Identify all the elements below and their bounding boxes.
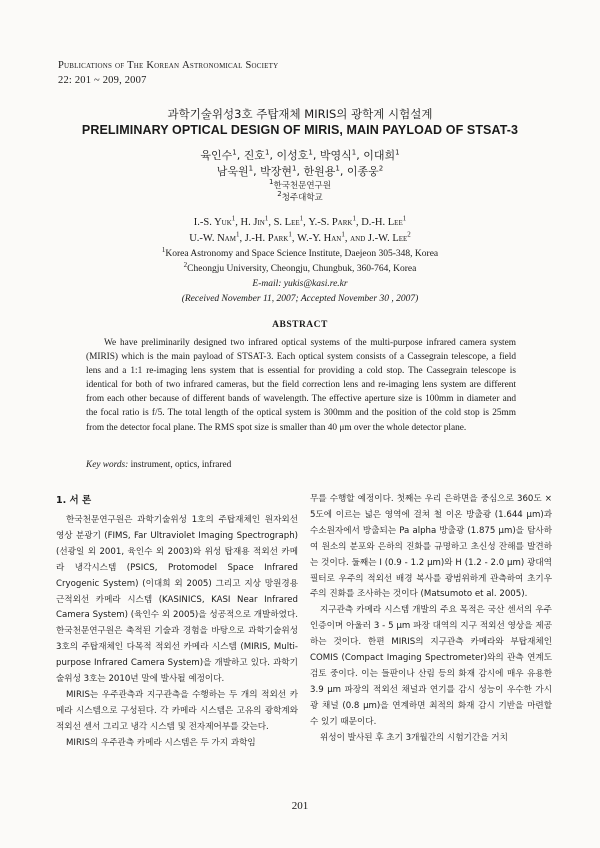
paper-titles [0, 106, 600, 138]
keywords-values: instrument, optics, infrared [130, 460, 232, 470]
authors-ko-line2: 남욱원$^1$, 박장현$^1$, 한원용$^1$, 이종웅$^2$ [216, 164, 384, 178]
abstract-heading: ABSTRACT [272, 320, 328, 330]
keywords [86, 460, 231, 470]
column-right [310, 492, 552, 747]
journal-volume: 22: 201 ~ 209, 2007 [58, 75, 147, 86]
column-left [56, 492, 298, 752]
paragraph: 무를 수행할 예정이다. 첫째는 우리 은하면을 중심으로 360도 × 5도에 이르는 넓은 영역에 걸쳐 철 이온 방출광 (1.644 μm)과 수소원자에서 방출되는 Pa alpha 방출광 (1.875 μm)을 탐사하여 원소의 분포와 은하의 진화를 규명하고 초신성 잔해를 발견하는 것이다. 둘째는 I (0.9 - 1.2 μm)와 H (1.2 - 2.0 μm) 광대역 필터로 우주의 적외선 배경 복사를 광범위하게 관측하여 초기우주의 진화를 조사하는 것이다 (Matsumoto et al. 2005). [310, 494, 552, 600]
keywords-label: Key words: [86, 460, 129, 470]
journal-header [58, 58, 278, 88]
authors-en-line1: I.-S. Yuk$^1$, H. Jin$^1$, S. Lee$^1$, Y.-S. Park$^1$, D.-H. Lee$^1$ [193, 214, 407, 228]
paragraph: 지구관측 카메라 시스템 개발의 주요 목적은 국산 센서의 우주 인증이며 아울러 3 - 5 μm 파장 대역의 지구 적외선 영상을 제공하는 것이다. 한편 MIRIS의 지구관측 카메라와 부탑재체인 COMIS (Compact Imaging Spectrometer)와의 관측 연계도 검토 중이다. 이는 들판이나 산림 등의 화재 감시에 매우 유용한 3.9 μm 파장의 적외선 채널과 연기를 감시 성능이 우수한 가시광 채널 (0.8 μm)을 연계하면 최적의 화재 감시 기반을 마련할 수 있기 때문이다. [310, 605, 552, 727]
affiliation-ko-2: $^2$청주대학교 [277, 190, 323, 203]
title-korean: 과학기술위성3호 주탑재체 MIRIS의 광학계 시험설계 [167, 107, 433, 121]
abstract-text: We have preliminarily designed two infrared optical systems of the multi-purpose infrared camera system (MIRIS) which is the main payload of STSAT-3. Each optical system consists of a Cassegrain telescope, a field lens and a 1:1 re-imaging lens system that is essential for providing a cold stop. The Cassegrain telescope is identical for both of two infrared cameras, but the field correction lens and re-imaging lens system are different from each other because of different bands of wavelength. The effective aperture size is 100mm in diameter and the focal ratio is f/5. The total length of the optical system is 300mm and the position of the cold stop is 25mm from the detector focal plane. The RMS spot size is smaller than 40 μm over the whole detector plane. [86, 338, 516, 433]
authors-korean [0, 148, 600, 204]
received-date: (Received November 11, 2007; Accepted November 30 , 2007) [181, 294, 419, 304]
paragraph: 한국천문연구원은 과학기술위성 1호의 주탑재체인 원자외선 영상 분광기 (FIMS, Far Ultraviolet Imaging Spectrograph) (선광일 외 2001, 육인수 외 2003)와 위성 탑재용 적외선 카메라 냉각시스템 (PSICS, Protomodel Space Infrared Cryogenic System) (이대희 외 2005) 그리고 지상 망원경용 근적외선 카메라 시스템 (KASINICS, KASI Near Infrared Camera System) (육인수 외 2005)을 성공적으로 개발하였다. 한국천문연구원은 축적된 기술과 경험을 바탕으로 과학기술위성 3호의 주탑재체인 다목적 적외선 카메라 시스템 (MIRIS, Multi-purpose Infrared Camera System)을 개발하고 있다. 과학기술위성 3호는 2010년 말에 발사될 예정이다. [56, 515, 298, 685]
affiliation-en-1: $^1$Korea Astronomy and Space Science Institute, Daejeon 305-348, Korea [161, 245, 439, 259]
affiliation-ko-1: $^1$한국천문연구원 [269, 178, 331, 191]
authors-english [0, 215, 600, 307]
section-heading: 1. 서 론 [56, 495, 92, 506]
authors-ko-line1: 육인수$^1$, 진호$^1$, 이성호$^1$, 박영식$^1$, 이대희$^1$ [200, 148, 400, 162]
paragraph: 위성이 발사된 후 초기 3개월간의 시험기간을 거치 [320, 732, 508, 743]
paragraph: MIRIS는 우주관측과 지구관측을 수행하는 두 개의 적외선 카메라 시스템으로 구성된다. 각 카메라 시스템은 고유의 광학계와 적외선 센서 그리고 냉각 시스템 및 전자제어부를 갖는다. [56, 689, 298, 732]
title-english: PRELIMINARY OPTICAL DESIGN OF MIRIS, MAIN PAYLOAD OF STSAT-3 [81, 123, 519, 137]
affiliation-en-2: $^2$Cheongju University, Cheongju, Chungbuk, 360-764, Korea [183, 260, 417, 274]
journal-name: Publications of The Korean Astronomical Society [58, 60, 279, 71]
page-number: 201 [291, 800, 309, 812]
authors-en-line2: U.-W. Nam$^1$, J.-H. Park$^1$, W.-Y. Han$^1$, and J.-W. Lee$^2$ [189, 230, 411, 244]
email: E-mail: yukis@kasi.re.kr [252, 279, 348, 289]
paragraph: MIRIS의 우주관측 카메라 시스템은 두 가지 과학임 [66, 737, 256, 748]
